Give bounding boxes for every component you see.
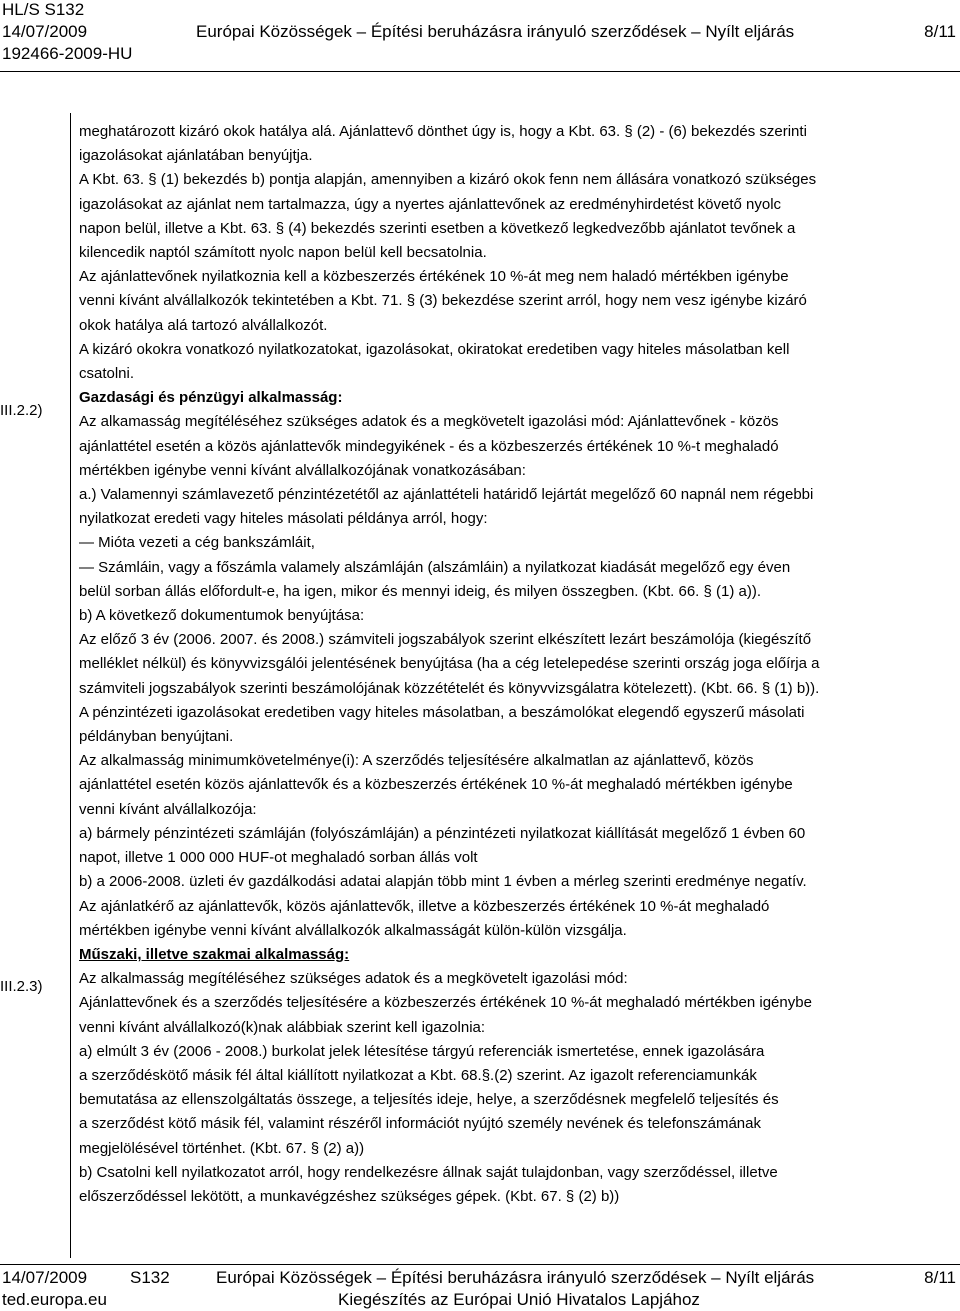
header-series: HL/S S132: [2, 0, 85, 19]
header-date: 14/07/2009: [2, 22, 88, 41]
text-line: napot, illetve 1 000 000 HUF-ot meghaladó sorban állás volt: [79, 849, 478, 867]
text-line: Az alkamasság megítéléséhez szükséges adatok és a megkövetelt igazolási mód: Ajánlattevőnek - közös: [79, 413, 779, 431]
text-line: venni kívánt alvállalkozó(k)nak alábbiak szerint kell igazolnia:: [79, 1018, 486, 1036]
text-line: a) elmúlt 3 év (2006 - 2008.) burkolat jelek létesítése tárgyú referenciák ismertetése, ennek igazolására: [79, 1042, 765, 1060]
text-line: nyilatkozat eredeti vagy hiteles másolati példánya arról, hogy:: [79, 510, 488, 528]
footer-page-number: 8/11: [924, 1268, 956, 1287]
section-label-economic: III.2.2): [0, 402, 43, 419]
text-line: okok hatálya alá tartozó alvállalkozót.: [79, 316, 328, 334]
text-line: mértékben igénybe venni kívánt alvállalkozójának vonatkozásában:: [79, 461, 526, 479]
text-line: b) A következő dokumentumok benyújtása:: [79, 607, 365, 625]
text-line: venni kívánt alvállalkozók tekintetében a Kbt. 71. § (3) bekezdése szerint arról, hogy nem vesz igénybe kizáró: [79, 292, 807, 310]
text-line: melléklet nélkül) és könyvvizsgálói jelentésének benyújtása (ha a cég letelepedése szerinti ország joga előírja a: [79, 655, 820, 673]
footer-rule: [0, 1264, 960, 1265]
text-line: b) a 2006-2008. üzleti év gazdálkodási adatai alapján több mint 1 évben a mérleg szerinti eredménye negatív.: [79, 873, 807, 891]
footer-date: 14/07/2009: [2, 1268, 88, 1287]
footer-supplement: Kiegészítés az Európai Unió Hivatalos Lapjához: [338, 1290, 700, 1309]
text-line: előszerződéssel lekötött, a munkavégzéshez szükséges gépek. (Kbt. 67. § (2) b)): [79, 1187, 620, 1205]
text-line: a.) Valamennyi számlavezető pénzintézetétől az ajánlattételi határidő lejártát megelőző 60 napnál nem régebbi: [79, 486, 814, 504]
text-line: Az ajánlattevőnek nyilatkoznia kell a közbeszerzés értékének 10 %-át meg nem haladó mértékben igénybe: [79, 268, 789, 286]
text-line: igazolásokat az ajánlat nem tartalmazza, úgy a nyertes ajánlattevőnek az eredményhirdetést követő nyolc: [79, 195, 782, 213]
header-title: Európai Közösségek – Építési beruházásra irányuló szerződések – Nyílt eljárás: [196, 22, 795, 41]
text-line: a szerződéskötő másik fél által kiállított nyilatkozat a Kbt. 68.§.(2) szerint. Az igazolt referenciamunkák: [79, 1066, 757, 1084]
text-line: példányban benyújtani.: [79, 728, 234, 746]
section-heading-economic: Gazdasági és pénzügyi alkalmasság:: [79, 389, 343, 407]
text-line: napon belül, illetve a Kbt. 63. § (4) bekezdés szerinti esetben a következő legkedvezőbb ajánlatot tevőnek a: [79, 219, 796, 237]
text-line: számviteli jogszabályok szerinti beszámolójának közzétételét és könyvvizsgálatra kötelezett). (Kbt. 66. § (1) b)).: [79, 679, 820, 697]
header-reference: 192466-2009-HU: [2, 44, 133, 63]
text-line: A pénzintézeti igazolásokat eredetiben vagy hiteles másolatban, a beszámolókat elegendő egyszerű másolati: [79, 703, 805, 721]
text-line: A Kbt. 63. § (1) bekezdés b) pontja alapján, amennyiben a kizáró okok fenn nem állására vonatkozó szükséges: [79, 171, 817, 189]
document-body: [79, 120, 951, 1209]
text-line: — Számláin, vagy a főszámla valamely alszámláján (alszámláin) a nyilatkozat kiadását megelőző egy éven: [79, 558, 791, 576]
text-line: — Mióta vezeti a cég bankszámláit,: [79, 534, 315, 552]
text-line: a szerződést kötő másik fél, valamint részéről információt nyújtó személy nevének és telefonszámának: [79, 1115, 761, 1133]
text-line: Az előző 3 év (2006. 2007. és 2008.) számviteli jogszabályok szerint elkészített lezárt beszámolója (kiegészítő: [79, 631, 812, 649]
text-line: A kizáró okokra vonatkozó nyilatkozatokat, igazolásokat, okiratokat eredetiben vagy hiteles másolatban kell: [79, 340, 790, 358]
page-header: [0, 0, 960, 70]
text-line: belül sorban állás előfordult-e, ha igen, mikor és mennyi ideig, és milyen összegben. (Kbt. 66. § (1) a)).: [79, 582, 762, 600]
text-line: mértékben igénybe venni kívánt alvállalkozók alkalmasságát külön-külön vizsgálja.: [79, 921, 627, 939]
text-line: megjelölésével történhet. (Kbt. 67. § (2) a)): [79, 1139, 365, 1157]
text-line: igazolásokat ajánlatában benyújtja.: [79, 147, 313, 165]
header-page-number: 8/11: [924, 22, 956, 41]
text-line: Az alkalmasság minimumkövetelménye(i): A szerződés teljesítésére alkalmatlan az ajánlattevő, közös: [79, 752, 754, 770]
header-rule: [0, 71, 960, 72]
text-line: ajánlattétel esetén közös ajánlattevők és a közbeszerzés értékének 10 %-át meghaladó mértékben igénybe: [79, 776, 793, 794]
section-label-technical: III.2.3): [0, 978, 43, 995]
gutter-divider: [70, 113, 71, 1258]
text-line: Ajánlattevőnek és a szerződés teljesítésére a közbeszerzés értékének 10 %-át meghaladó mértékben igénybe: [79, 994, 812, 1012]
section-heading-technical: Műszaki, illetve szakmai alkalmasság:: [79, 945, 350, 963]
text-line: meghatározott kizáró okok hatálya alá. Ajánlattevő dönthet úgy is, hogy a Kbt. 63. § (2) - (6) bekezdés szerinti: [79, 123, 807, 140]
text-line: Az alkalmasság megítéléséhez szükséges adatok és a megkövetelt igazolási mód:: [79, 970, 628, 988]
text-line: Az ajánlatkérő az ajánlattevők, közös ajánlattevők, illetve a közbeszerzés értékének 10 %-át meghaladó: [79, 897, 770, 915]
text-line: ajánlattétel esetén a közös ajánlattevők mindegyikének - és a közbeszerzés értékének 10 %-t meghaladó: [79, 437, 779, 455]
text-line: kilencedik naptól számított nyolc napon belül kell becsatolnia.: [79, 244, 487, 262]
text-line: a) bármely pénzintézeti számláján (folyószámláján) a pénzintézeti nyilatkozat kiállítását megelőző 1 évben 60: [79, 824, 806, 842]
text-line: csatolni.: [79, 365, 135, 383]
footer-code: S132: [130, 1268, 170, 1287]
text-line: bemutatása az ellenszolgáltatás összege, a teljesítés ideje, helye, a szerződésnek megfelelő teljesítés és: [79, 1091, 779, 1109]
text-line: venni kívánt alvállalkozója:: [79, 800, 257, 818]
text-line: b) Csatolni kell nyilatkozatot arról, hogy rendelkezésre állnak saját tulajdonban, vagy szerződéssel, illetve: [79, 1163, 778, 1181]
footer-site: ted.europa.eu: [2, 1290, 107, 1309]
footer-title: Európai Közösségek – Építési beruházásra irányuló szerződések – Nyílt eljárás: [216, 1268, 815, 1287]
